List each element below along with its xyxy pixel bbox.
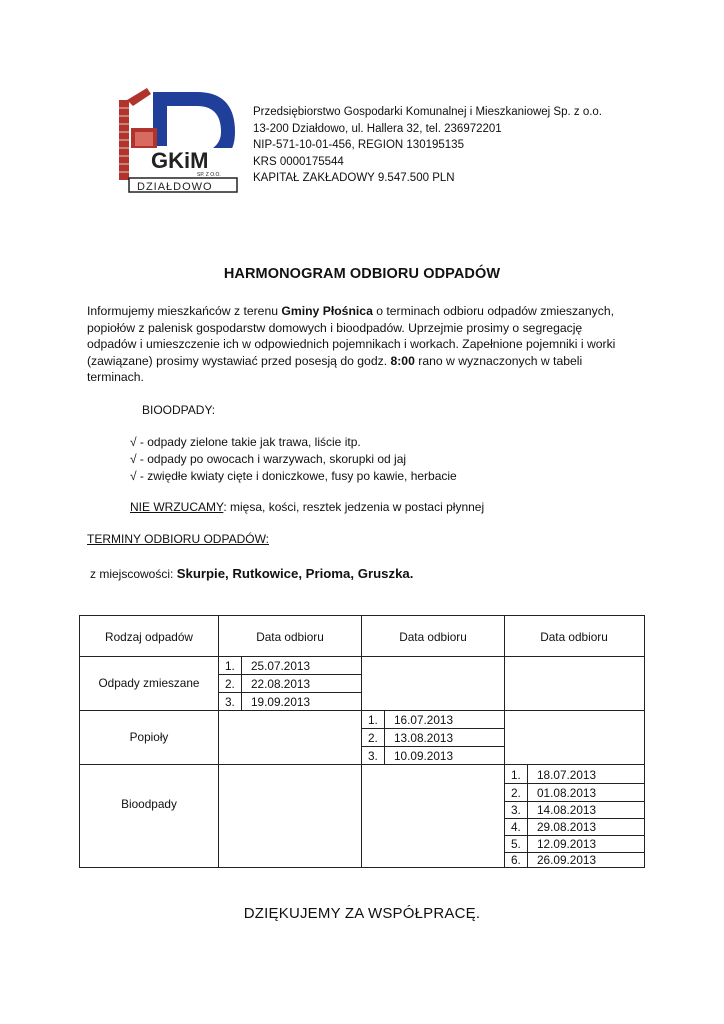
popioly-date-3: 10.09.2013 <box>394 749 454 763</box>
row-type-popioly: Popioły <box>129 730 169 744</box>
popioly-num-3: 3. <box>368 749 378 763</box>
zmieszane-num-2: 2. <box>225 677 235 691</box>
bio-heading: BIOODPADY: <box>142 403 216 417</box>
bio-num-4: 4. <box>511 820 521 834</box>
zmieszane-num-1: 1. <box>225 659 235 673</box>
company-krs: KRS 0000175544 <box>253 155 344 168</box>
document-title: HARMONOGRAM ODBIORU ODPADÓW <box>223 266 501 282</box>
header-data-3: Data odbioru <box>540 630 608 644</box>
company-logo <box>117 86 240 194</box>
bio-date-5: 12.09.2013 <box>537 837 597 851</box>
bio-num-5: 5. <box>511 837 521 851</box>
row-type-bioodpady: Bioodpady <box>121 797 177 811</box>
localities-names: Skurpie, Rutkowice, Prioma, Gruszka. <box>176 566 414 581</box>
popioly-num-1: 1. <box>368 713 378 727</box>
bio-list <box>130 434 457 485</box>
bio-date-4: 29.08.2013 <box>537 820 597 834</box>
intro-text-3: rano w wyznaczonych w tabeli terminach. <box>87 353 583 385</box>
bio-item-fruit: √ - odpady po owocach i warzywach, skorupki od jaj <box>130 452 407 466</box>
bio-num-3: 3. <box>511 803 521 817</box>
intro-text-1: Informujemy mieszkańców z terenu <box>87 304 282 318</box>
logo-brand-text: GKiM <box>151 148 209 173</box>
nie-wrzucamy-text: : mięsa, kości, resztek jedzenia w postaci płynnej <box>223 500 485 514</box>
intro-text-2: o terminach odbioru odpadów zmieszanych, popiołów z palenisk gospodarstw domowych i bioodpadów. Uprzejmie prosimy o segregację odpadów i umieszczenie ich w odpowiednich pojemnikach i workach. Zapełnione pojemniki i worki (zawiązane) prosimy wystawiać przed posesją do godz. <box>87 304 616 368</box>
bio-date-2: 01.08.2013 <box>537 786 597 800</box>
schedule-table <box>79 615 645 868</box>
header-rodzaj: Rodzaj odpadów <box>105 630 193 644</box>
thanks-message: DZIĘKUJEMY ZA WSPÓŁPRACĘ. <box>243 905 481 922</box>
company-capital: KAPITAŁ ZAKŁADOWY 9.547.500 PLN <box>253 172 455 185</box>
localities-label: z miejscowości: <box>90 567 177 581</box>
company-address: 13-200 Działdowo, ul. Hallera 32, tel. 236972201 <box>253 122 502 135</box>
zmieszane-date-3: 19.09.2013 <box>251 695 311 709</box>
company-name: Przedsiębiorstwo Gospodarki Komunalnej i Mieszkaniowej Sp. z o.o. <box>253 106 602 118</box>
popioly-date-2: 13.08.2013 <box>394 731 454 745</box>
intro-gmina: Gminy Płośnica <box>281 304 373 318</box>
zmieszane-num-3: 3. <box>225 695 235 709</box>
localities <box>90 566 413 581</box>
intro-time: 8:00 <box>390 353 415 368</box>
popioly-date-1: 16.07.2013 <box>394 713 454 727</box>
bio-exclusions <box>130 500 484 514</box>
bio-date-6: 26.09.2013 <box>537 853 597 867</box>
logo-city-text: DZIAŁDOWO <box>137 181 213 193</box>
company-info <box>253 104 602 187</box>
nie-wrzucamy-label: NIE WRZUCAMY <box>130 500 224 514</box>
bio-num-1: 1. <box>511 768 521 782</box>
bio-item-green: √ - odpady zielone takie jak trawa, liście itp. <box>130 435 361 449</box>
bio-item-flowers: √ - zwiędłe kwiaty cięte i doniczkowe, fusy po kawie, herbacie <box>130 469 457 483</box>
bio-date-3: 14.08.2013 <box>537 803 597 817</box>
header-data-2: Data odbioru <box>399 630 467 644</box>
company-nip: NIP-571-10-01-456, REGION 130195135 <box>253 139 464 152</box>
bio-num-2: 2. <box>511 786 521 800</box>
intro-paragraph <box>87 303 635 386</box>
zmieszane-date-2: 22.08.2013 <box>251 677 311 691</box>
bio-date-1: 18.07.2013 <box>537 768 597 782</box>
zmieszane-date-1: 25.07.2013 <box>251 659 311 673</box>
bio-num-6: 6. <box>511 853 521 867</box>
terminy-heading: TERMINY ODBIORU ODPADÓW: <box>87 532 270 546</box>
header-data-1: Data odbioru <box>256 630 324 644</box>
logo-sub-text: SP. Z O.O. <box>197 172 221 178</box>
popioly-num-2: 2. <box>368 731 378 745</box>
row-type-zmieszane: Odpady zmieszane <box>98 676 200 690</box>
